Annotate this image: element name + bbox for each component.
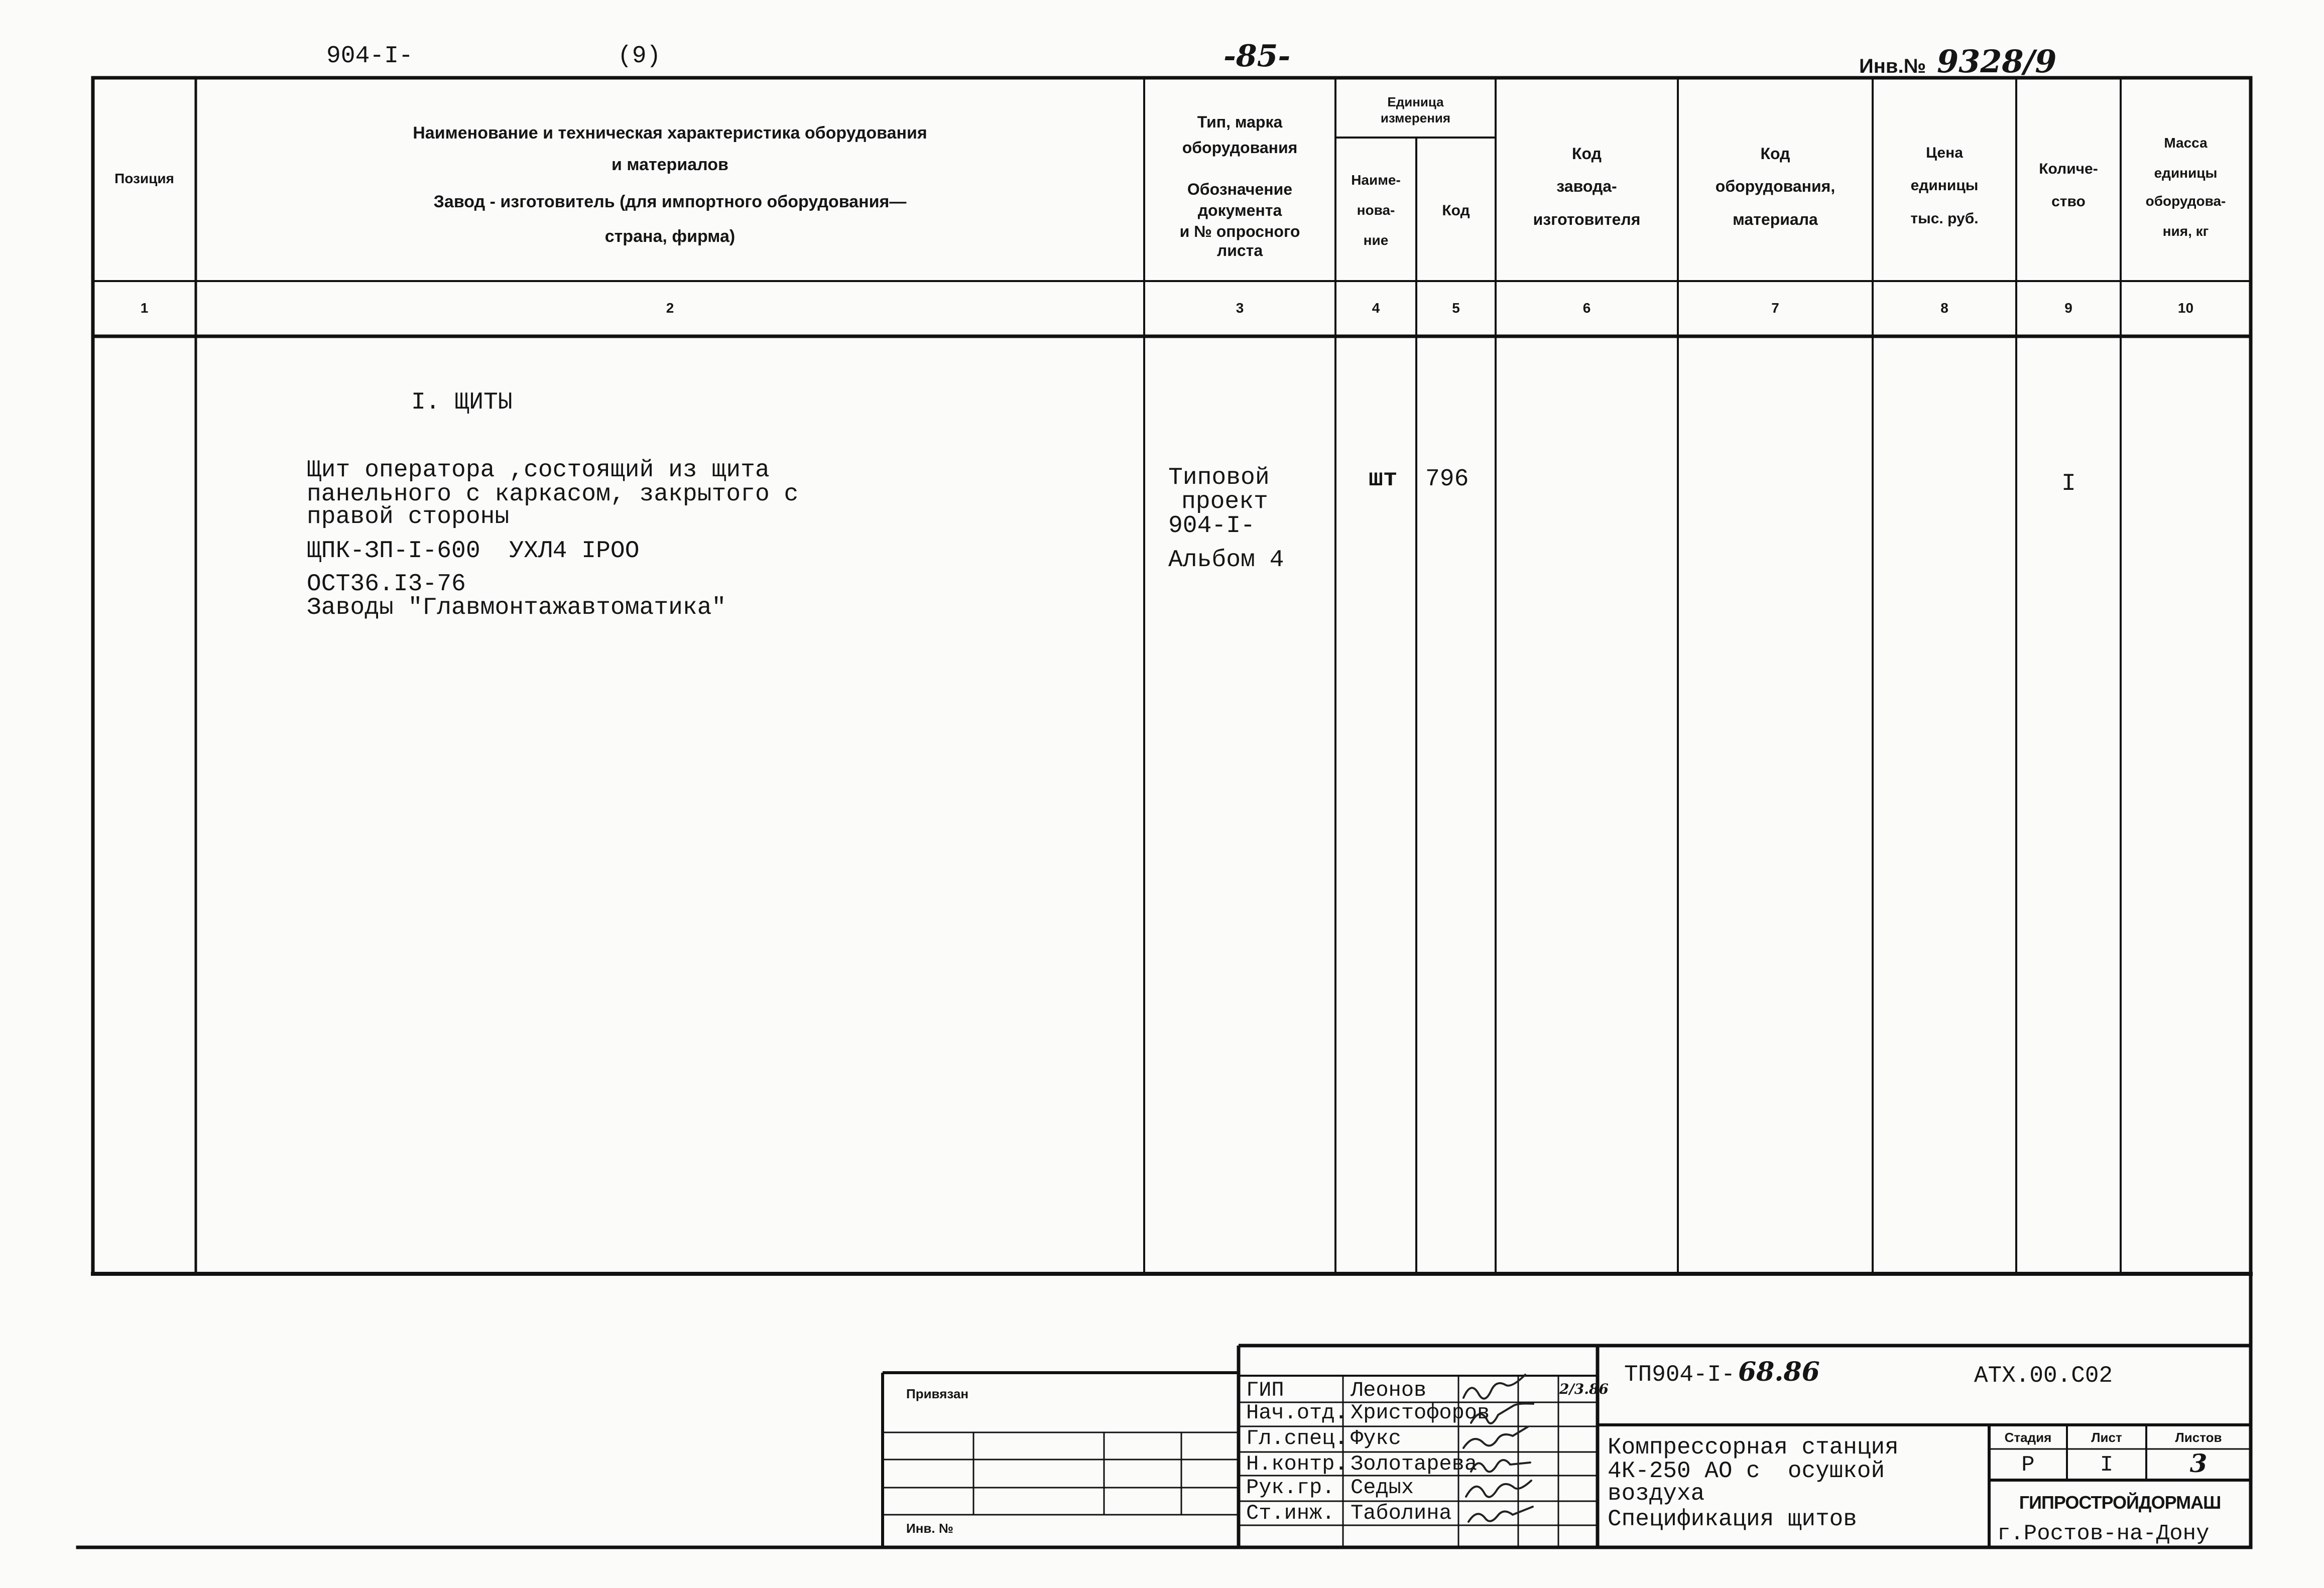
stage-header: Стадия — [2004, 1430, 2052, 1445]
col-4-header-line: Наиме- — [1351, 172, 1401, 188]
attached-inventory-label: Инв. № — [906, 1521, 953, 1536]
col-2-header-line: страна, фирма) — [604, 227, 736, 246]
item-description-line: ОСТ36.I3-76 — [307, 571, 466, 598]
signature-gip — [1463, 1375, 1525, 1399]
col-8-header-line: единицы — [1910, 177, 1979, 194]
item-unit-code: 796 — [1425, 466, 1469, 493]
table-frame — [78, 78, 2251, 1547]
col-10-header-line: ния, кг — [2162, 223, 2209, 239]
col-7-header-line: оборудования, — [1715, 177, 1836, 195]
col-3-header-line: Тип, марка — [1197, 113, 1283, 131]
item-type-doc-line: 904-I- — [1168, 512, 1255, 540]
col-1-header: Позиция — [114, 171, 174, 186]
item-unit-name: шт — [1369, 466, 1398, 493]
signature-name: Фукс — [1351, 1426, 1401, 1450]
col-6-header-line: Код — [1572, 145, 1602, 163]
col-4-header-line: нова- — [1357, 202, 1395, 218]
signature-name: Христофоров — [1351, 1401, 1490, 1425]
organization-city: г.Ростов-на-Дону — [1997, 1521, 2210, 1546]
signature-role: ГИП — [1246, 1378, 1284, 1402]
item-quantity: I — [2061, 470, 2076, 497]
sheet-header: Лист — [2091, 1430, 2122, 1445]
col-6-header-line: изготовителя — [1533, 210, 1641, 228]
title-line: 4К-250 АО с осушкой — [1608, 1458, 1885, 1484]
signature-role: Н.контр. — [1246, 1452, 1348, 1476]
signature-role: Нач.отд. — [1246, 1401, 1348, 1425]
item-description-line: правой стороны — [307, 503, 510, 531]
col-9-header-line: ство — [2051, 193, 2086, 210]
signature-engineer — [1469, 1507, 1533, 1522]
signatures — [1463, 1375, 1533, 1522]
signature-name: Седых — [1351, 1476, 1414, 1500]
title-line: Компрессорная станция — [1608, 1434, 1899, 1461]
item-type-doc-line: Типовой — [1168, 464, 1270, 491]
attached-label: Привязан — [906, 1386, 969, 1401]
column-number: 5 — [1452, 300, 1460, 316]
item-type-doc-line: проект — [1181, 488, 1268, 515]
col-7-header-line: Код — [1760, 145, 1790, 163]
inventory-label: Инв.№ — [1859, 55, 1926, 77]
unit-group-header: Единица — [1387, 94, 1444, 109]
section-title: I. ЩИТЫ — [411, 389, 513, 416]
col-3-header-line: оборудования — [1182, 139, 1298, 157]
item-description-line: Щит оператора ,состоящий из щита — [307, 457, 770, 484]
inventory-number: 9328/9 — [1937, 43, 2057, 80]
col-3-header-line: листа — [1216, 241, 1263, 259]
column-number: 8 — [1940, 300, 1948, 316]
col-3-header-line: документа — [1197, 201, 1282, 219]
signature-role: Гл.спец. — [1246, 1426, 1348, 1450]
col-8-header-line: Цена — [1926, 145, 1963, 161]
column-number: 9 — [2064, 300, 2072, 316]
signature-role: Рук.гр. — [1246, 1476, 1335, 1500]
col-3-header-line: Обозначение — [1187, 180, 1293, 198]
project-code-handwritten: 68.86 — [1738, 1357, 1820, 1387]
signature-group-head — [1466, 1481, 1531, 1497]
column-number: 1 — [140, 300, 149, 316]
drawing-code: АТХ.00.С02 — [1974, 1363, 2113, 1389]
col-10-header-line: единицы — [2154, 165, 2218, 181]
col-2-header-line: Наименование и техническая характеристика оборудования — [413, 123, 927, 143]
col-7-header-line: материала — [1733, 210, 1818, 228]
col-4-header-line: ние — [1363, 232, 1389, 248]
signature-name: Леонов — [1351, 1378, 1427, 1402]
signature-date: 2/3.86 — [1559, 1381, 1609, 1397]
organization: ГИПРОСТРОЙДОРМАШ — [2019, 1492, 2221, 1513]
item-description-line: ЩПК-ЗП-I-600 УХЛ4 IPOO — [307, 538, 640, 565]
column-number: 7 — [1771, 300, 1779, 316]
col-10-header-line: Масса — [2164, 135, 2208, 151]
col-2-header-line: Завод - изготовитель (для импортного оборудования— — [433, 192, 907, 211]
col-9-header-line: Количе- — [2039, 161, 2098, 177]
col-5-header: Код — [1442, 202, 1470, 219]
column-number: 2 — [666, 300, 674, 316]
signature-name: Таболина — [1351, 1501, 1452, 1525]
item-type-doc-line: Альбом 4 — [1168, 547, 1284, 574]
col-3-header-line: и № опросного — [1179, 222, 1300, 240]
column-number: 4 — [1372, 300, 1380, 316]
col-10-header-line: оборудова- — [2145, 193, 2226, 209]
sheets-total-header: Листов — [2175, 1430, 2222, 1445]
signature-norm-control — [1471, 1460, 1530, 1472]
item-description-line: Заводы "Главмонтажавтоматика" — [307, 594, 726, 621]
sheet-marker: (9) — [618, 43, 661, 70]
doc-code: 904-I- — [326, 43, 413, 70]
column-number: 3 — [1236, 300, 1244, 316]
stage-value: Р — [2021, 1452, 2035, 1478]
item-description-line: панельного с каркасом, закрытого с — [307, 481, 799, 508]
signature-role: Ст.инж. — [1246, 1501, 1335, 1525]
unit-group-header: измерения — [1380, 110, 1451, 125]
title-line: Спецификация щитов — [1608, 1506, 1857, 1532]
signature-name: Золотарева — [1351, 1452, 1478, 1476]
title-line: воздуха — [1608, 1481, 1705, 1507]
column-number: 6 — [1582, 300, 1591, 316]
sheet-value: I — [2100, 1452, 2114, 1478]
col-8-header-line: тыс. руб. — [1910, 210, 1979, 227]
column-number: 10 — [2177, 300, 2194, 316]
sheets-total-value: 3 — [2189, 1448, 2208, 1478]
project-code: ТП904-I- — [1624, 1362, 1735, 1388]
page-number: -85- — [1224, 39, 1291, 74]
col-2-header-line: и материалов — [611, 155, 728, 174]
col-6-header-line: завода- — [1556, 177, 1617, 195]
